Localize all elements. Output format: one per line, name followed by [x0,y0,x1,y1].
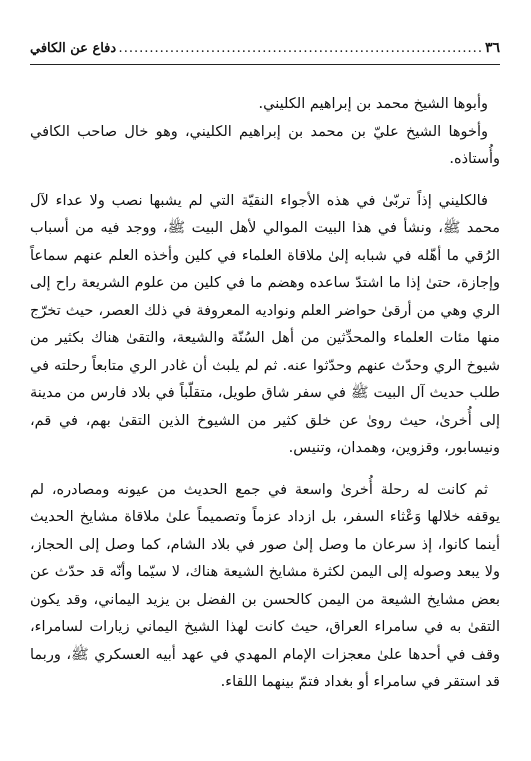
page-number: ٣٦ [484,40,500,56]
paragraph-journey: ثم كانت له رحلة أُخرىٰ واسعة في جمع الحديث من عيونه ومصادره، لم يوقفه خلالها وَعْثاء السفر، بل ازداد عزماً وتصميماً علىٰ ملاقاة مشايخ الحديث أينما كانوا، إذ سرعان ما وصل إلىٰ صور في بلاد الشام، كما وصل إلى الحجاز، ولا يبعد وصوله إلى اليمن لكثرة مشايخ الشيعة هناك، لا سيّما وأنّه قد حدّث عن بعض مشايخ الشيعة من اليمن كالحسن بن الفضل بن يزيد اليماني، وقد يكون التقىٰ به في سامراء العراق، حيث كانت لهذا الشيخ اليماني زيارات لسامراء، وقف في أحدها علىٰ معجزات الإمام المهدي في عهد أبيه العسكري ﷺ، وربما قد استقر في سامراء أو بغداد فتمّ بينهما اللقاء. [30,481,500,690]
running-title: دفاع عن الكافي [30,41,117,56]
paragraph-upbringing: فالكليني إذاً تربّىٰ في هذه الأجواء النقيّة التي لم يشبها نصب ولا عداء لآل محمد ﷺ، ونشأ في هذا البيت الموالي لأهل البيت ﷺ، ووجد فيه من أسباب الرُقي ما أهّله في شبابه إلىٰ ملاقاة العلماء في كلين وأخذه العلم عنهم سماعاً وإجازة، حتىٰ إذا ما اشتدّ ساعده وهضم ما في كلين من علوم الشريعة راح إلى الري وهي من أرقىٰ حواضر العلم ونواديه المعروفة في ذلك العصر، حيث تخرّج منها مئات العلماء والمحدِّثين من أهل السُنّة والشيعة، والتقىٰ هناك بكثير من شيوخ الري وحدّث عنهم وحدّثوا عنه. ثم لم يلبث أن غادر الري متابعاً رحلته في طلب حديث آل البيت ﷺ في سفر شاق طويل، متقلّباً في بلاد فارس من مدينة إلى أُخرىٰ، حيث روىٰ عن خلق كثير من الشيوخ الذين التقىٰ بهم، في قم، ونيسابور، وقزوين، وهمدان، وتنيس. [30,192,500,456]
paragraph-brother: وأخوها الشيخ عليّ بن محمد بن إبراهيم الكليني، وهو خال صاحب الكافي وأُستاذه. [30,123,500,167]
body-text [30,91,500,697]
book-page [30,40,500,697]
leader-dots [118,41,483,56]
header-rule [30,64,500,65]
paragraph-father: وأبوها الشيخ محمد بن إبراهيم الكليني. [258,96,488,112]
running-header [30,40,500,62]
